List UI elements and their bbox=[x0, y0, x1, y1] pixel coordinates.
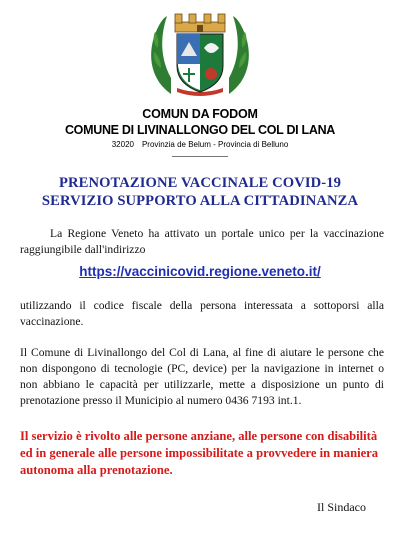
province-name: Provinzia de Belum - Provincia di Belluno bbox=[141, 140, 289, 149]
municipality-name-italian: COMUNE DI LIVINALLONGO DEL COL DI LANA bbox=[64, 123, 336, 137]
coat-of-arms-icon bbox=[141, 8, 259, 100]
target-audience-notice: Il servizio è rivolto alle persone anziane, alle persone con disabilità ed in generale alle persone impossibilitate a provvedere in maniera autonoma alla prenotazione. bbox=[20, 429, 379, 477]
intro-paragraph: La Regione Veneto ha attivato un portale unico per la vaccinazione raggiungibile dall'indirizzo bbox=[20, 227, 384, 256]
mayor-signature: Il Sindaco bbox=[317, 500, 366, 514]
municipality-support-paragraph: Il Comune di Livinallongo del Col di Lana, al fine di aiutare le persone che non dispongono di tecnologie (PC, device) per la navigazione in internet o non abbiano le capacità per utilizzarle, mette a disposizione un punto di prenotazione presso il Municipio al numero 0436 7193 int.1. bbox=[20, 346, 384, 407]
document-subtitle: SERVIZIO SUPPORTO ALLA CITTADINANZA bbox=[41, 193, 359, 209]
fiscal-code-paragraph: utilizzando il codice fiscale della persona interessata a sottoporsi alla vaccinazione. bbox=[20, 299, 384, 328]
header-divider bbox=[172, 156, 228, 157]
vaccination-portal-link[interactable]: https://vaccinicovid.regione.veneto.it/ bbox=[79, 264, 321, 279]
municipality-address bbox=[0, 140, 400, 149]
postal-code: 32020 bbox=[111, 140, 134, 149]
document-title: PRENOTAZIONE VACCINALE COVID-19 bbox=[58, 175, 342, 191]
municipality-name-ladin: COMUN DA FODOM bbox=[142, 107, 258, 121]
